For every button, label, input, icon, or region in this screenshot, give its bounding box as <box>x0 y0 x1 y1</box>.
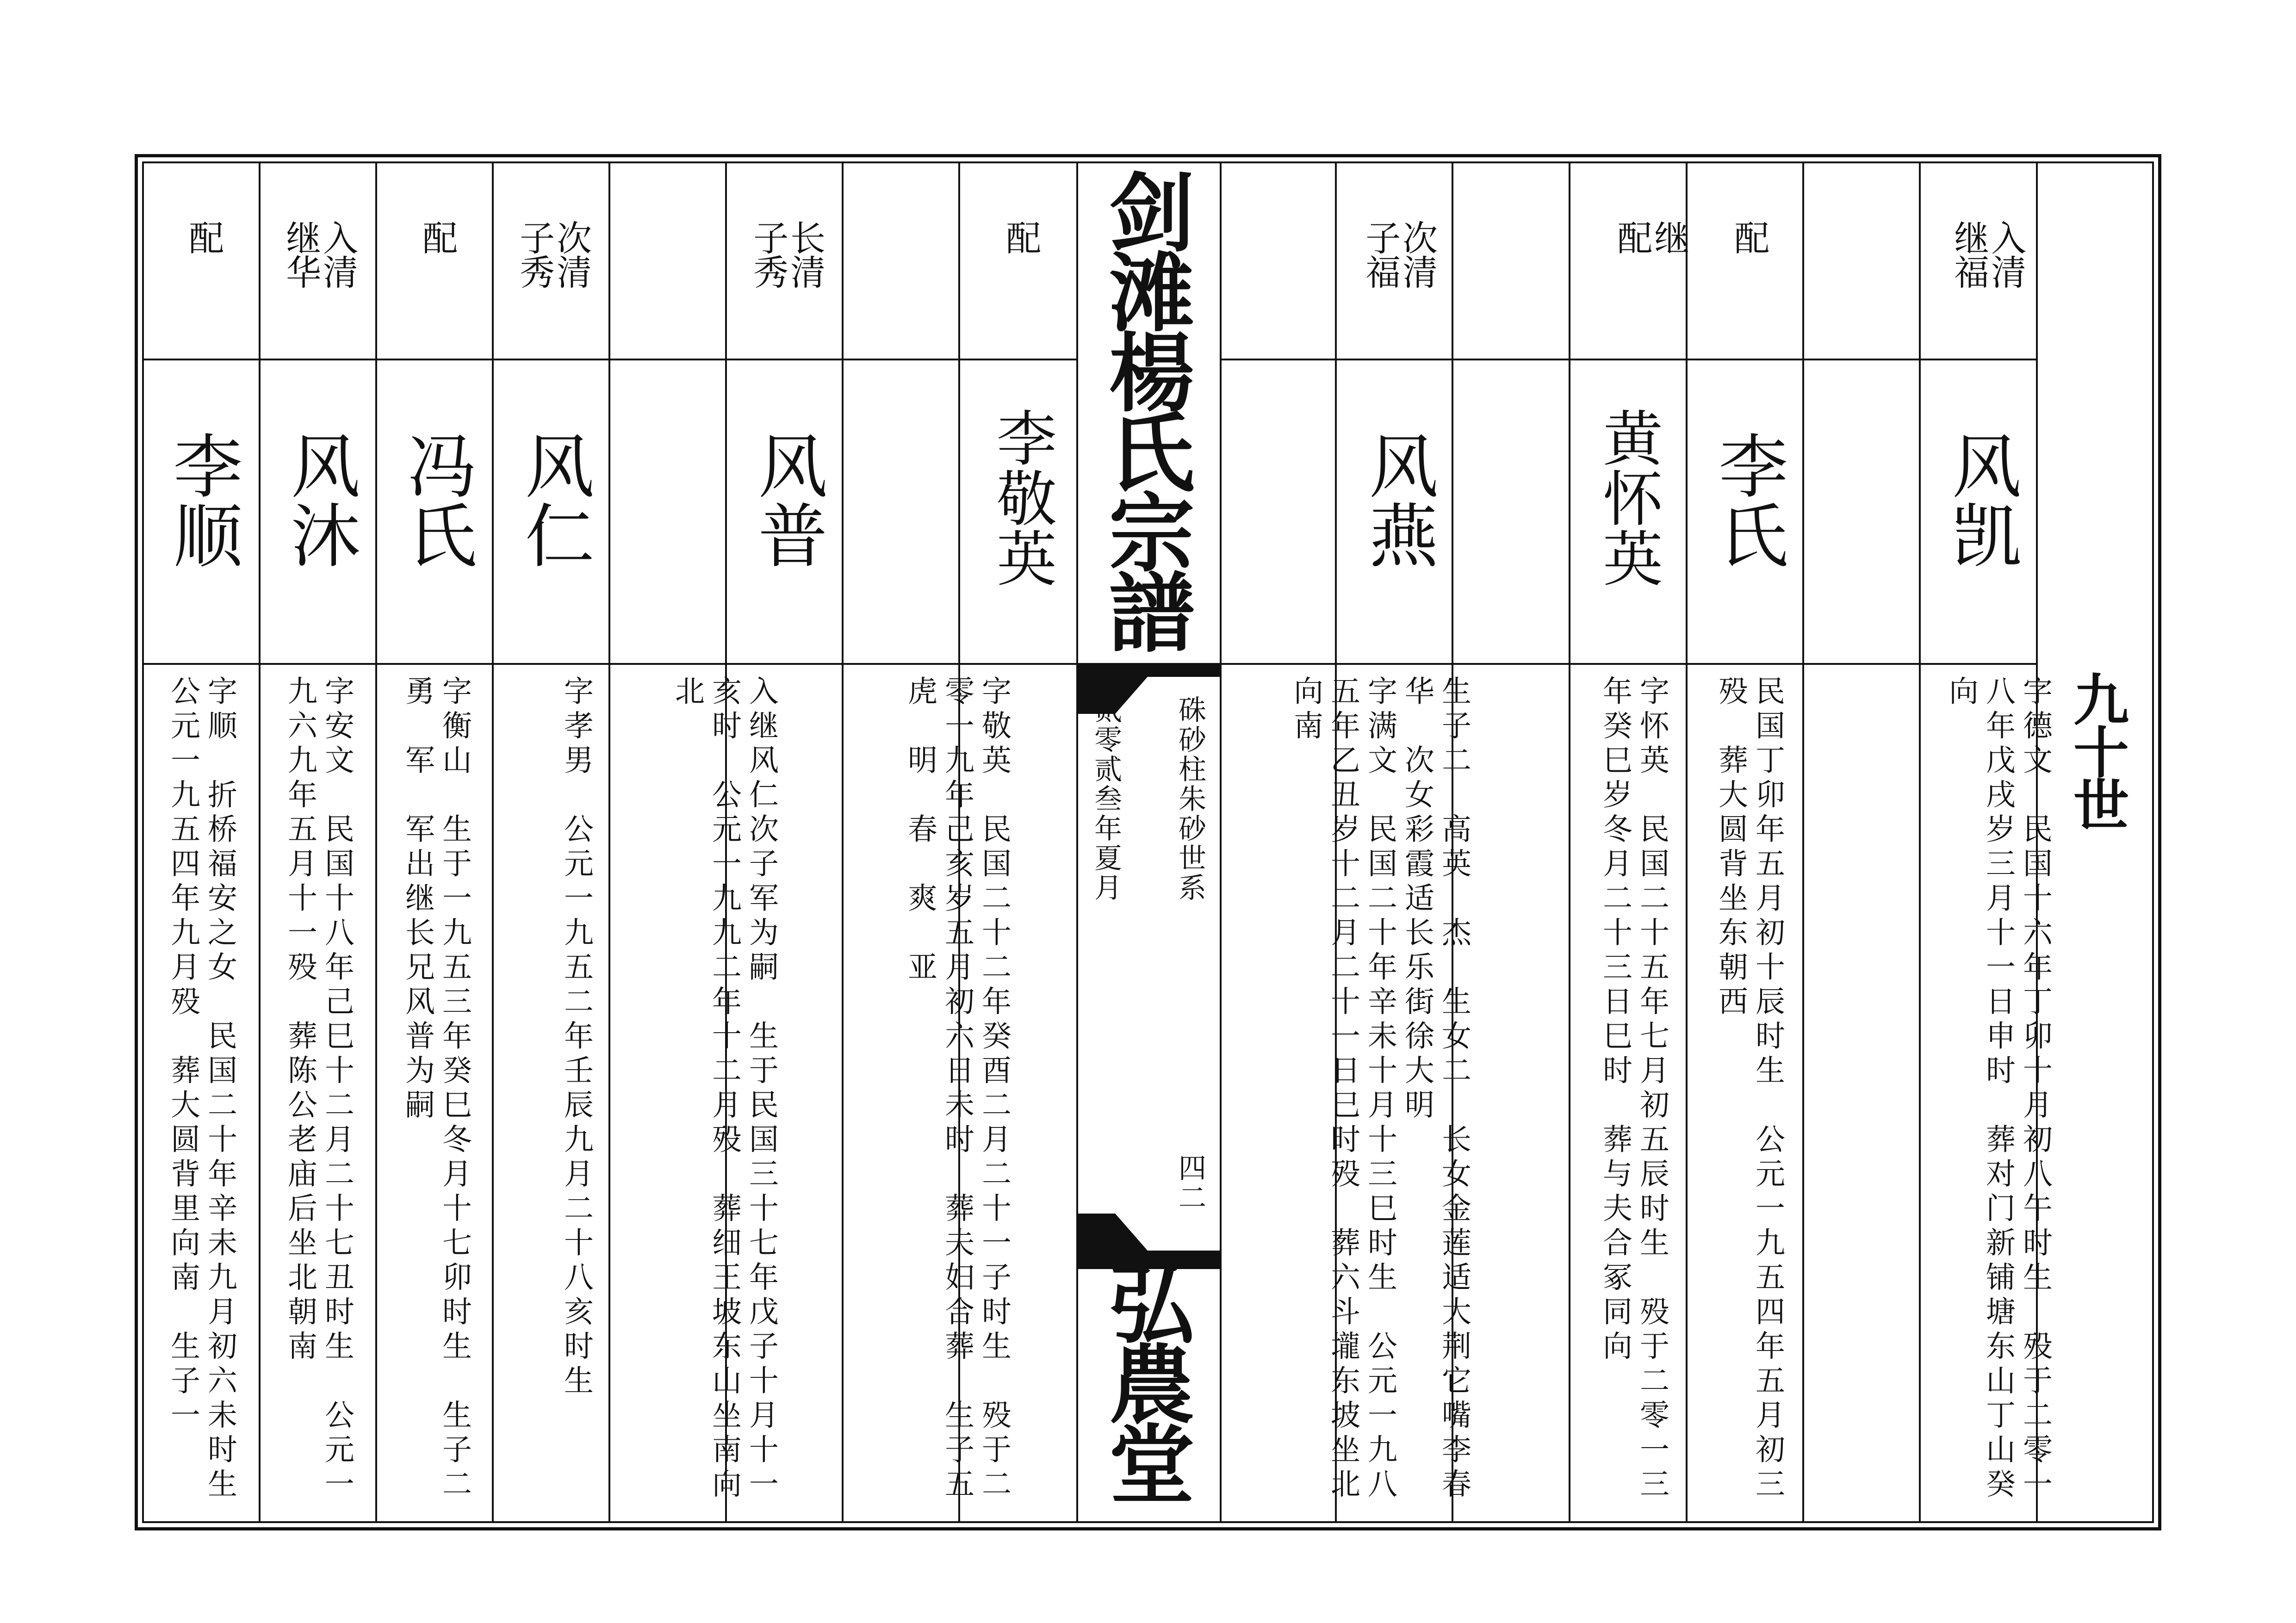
edition-text: 贰零贰叁年夏月 <box>1090 695 1122 903</box>
role-label: 次清 子福 <box>1359 220 1438 288</box>
role-label: 长清 子秀 <box>747 220 826 288</box>
lineage-text: 硃砂柱朱砂世系 <box>1174 695 1206 903</box>
role-label: 配 <box>416 220 458 254</box>
role-label: 配 <box>1728 220 1770 254</box>
hall-name: 弘農堂 <box>1094 1260 1194 1500</box>
biography-text: 字孝男 公元一九五二年壬辰九月二十八亥时生 <box>559 675 593 1400</box>
role-label: 入清 继福 <box>1948 220 2027 288</box>
role-label: 配 <box>1000 220 1042 254</box>
person-name: 风凯 <box>1940 430 2021 569</box>
role-label: 入清 继华 <box>280 220 359 288</box>
person-name: 黄怀英 <box>1593 407 1663 588</box>
person-name: 李氏 <box>1706 430 1787 569</box>
biography-text: 字顺 折桥福安之女 民国二十年辛未九月初六未时生 公元一九五四年九月殁 葬大圆背里向南 生子一 <box>166 675 237 1503</box>
biography-text: 民国丁卯年五月初十辰时生 公元一九五四年五月初三 殁 葬大圆背坐东朝西 <box>1713 675 1785 1503</box>
person-name: 风燕 <box>1357 430 1438 569</box>
biography-text: 字衡山 生于一九五三年癸巳冬月十七卯时生 生子二 勇 军 军出继长兄风普为嗣 <box>400 675 472 1503</box>
person-name: 风仁 <box>513 430 594 569</box>
person-name: 风普 <box>746 430 827 569</box>
biography-text: 字怀英 民国二十五年七月初五辰时生 殁于二零一三 年癸巳岁冬月二十三日巳时 葬与夫合冢同向 <box>1598 675 1669 1503</box>
biography-text: 字敬英 民国二十二年癸酉二月二十一子时生 殁于二 零一九年己亥岁五月初六日未时 葬夫妇合葬 生子五 虎 明 春 爽 亚 <box>903 675 1011 1503</box>
generation-label: 九十世 <box>2064 671 2128 829</box>
book-spine <box>1078 163 1220 1521</box>
biography-text: 生子二 高英 杰 生女二 长女金莲适大荆它嘴李春 华 次女彩霞适长乐街徐大明 字满文 民国二十年辛未十月十三巳时生 公元一九八 五年乙丑岁十二月二十一日巳时殁 葬六斗壠东坡坐北 向南 <box>1289 675 1471 1503</box>
role-label: 次清 子秀 <box>514 220 592 288</box>
person-name: 李敬英 <box>987 407 1057 588</box>
biography-text: 字安文 民国十八年己巳十二月二十七丑时生 公元一 九六九年五月十一殁 葬陈公老庙后坐北朝南 <box>283 675 354 1503</box>
person-name: 冯氏 <box>395 430 476 569</box>
biography-text: 字德文 民国十六年丁卯十月初八午时生 殁于二零一 八年戊戌岁三月十一日申时 葬对门新铺塘东山丁山癸 向 <box>1944 675 2052 1503</box>
page-number: 四二 <box>1174 1153 1206 1213</box>
biography-text: 入继风仁次子军为嗣 生于民国三十七年戊子十月十一 亥时 公元一九九二年十二月殁 葬细王坡东山坐南向 北 <box>670 675 778 1503</box>
role-label: 继 配 <box>1611 220 1690 254</box>
person-name: 李顺 <box>161 430 242 569</box>
person-name: 风沐 <box>279 430 360 569</box>
role-label: 配 <box>183 220 224 254</box>
book-title: 剑滩楊氏宗譜 <box>1094 168 1194 648</box>
